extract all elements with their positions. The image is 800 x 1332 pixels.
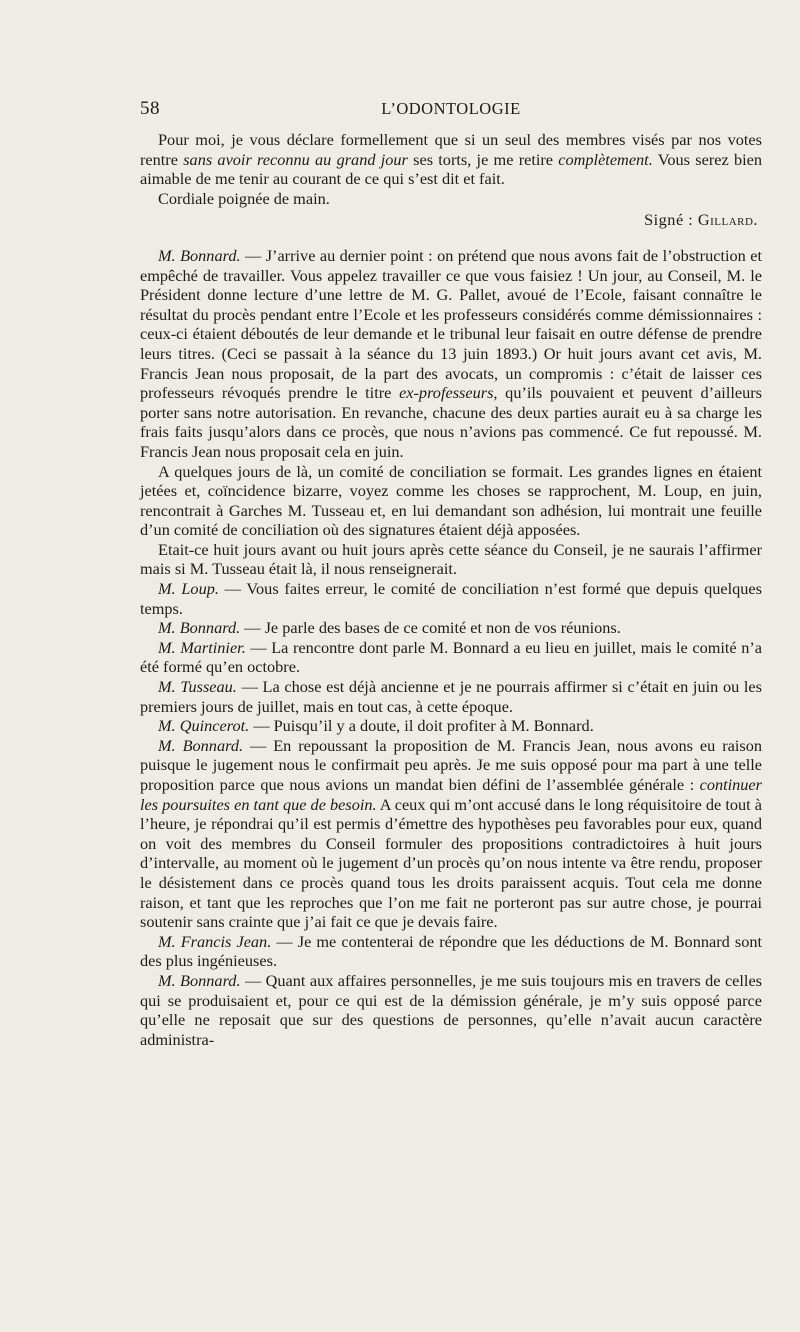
text-run: qu’ils pouvaient et peuvent d’ailleurs porter sans notre autorisation. En revanche, chacune des deux parties aurait eu à sa charge les frais faits jusqu’alors dans ce procès, que nous n’avions pas commencé. Ce fut repoussé. M. Francis Jean nous proposait cela en juin.: [140, 383, 762, 461]
text-run: Etait-ce huit jours avant ou huit jours après cette séance du Conseil, je ne saurais l’affirmer mais si M. Tusseau était là, il nous renseignerait.: [140, 539, 762, 579]
text-run: Cordiale poignée de main.: [158, 188, 330, 208]
paragraph: [140, 130, 762, 189]
italic-text: sans avoir reconnu au grand jour: [183, 149, 408, 169]
paragraph: [140, 540, 762, 579]
italic-text: continuer les poursuites en tant que de besoin.: [140, 775, 762, 814]
text-run: Vous serez bien aimable de me tenir au courant de ce qui s’est dit et fait.: [140, 149, 762, 189]
text-run: A ceux qui m’ont accusé dans le long réquisitoire de tout à l’heure, je répondrai qu’il est permis d’émettre des hypothèses peu favorables pour eux, quand on voit des membres du Conseil formuler des propositions contradictoires à huit jours d’intervalle, au moment où le jugement d’un procès qu’on nous intente va être rendu, proposer le désistement dans ce procès quand tous les droits paraissent acquis. Tout cela me donne raison, et tant que les reproches que l’on me fait ne porteront pas sur autre chose, je pourrai soutenir sans crainte que j’ai fait ce que je devais faire.: [140, 794, 762, 932]
page-body: [140, 130, 762, 1049]
paragraph: [140, 638, 762, 677]
italic-text: M. Loup.: [158, 579, 219, 599]
paragraph: [140, 579, 762, 618]
text-run: — Puisqu’il y a doute, il doit profiter à M. Bonnard.: [249, 716, 594, 736]
text-run: Signé :: [644, 210, 698, 230]
paragraph: [140, 246, 762, 462]
signature-line: [140, 210, 758, 230]
paragraph: [140, 618, 762, 638]
italic-text: ex-professeurs,: [399, 383, 498, 403]
text-run: A quelques jours de là, un comité de conciliation se formait. Les grandes lignes en étaient jetées et, coïncidence bizarre, voyez comme les choses se rapprochent, M. Loup, en juin, rencontrait à Garches M. Tusseau et, en lui demandant son adhésion, lui montrait une feuille d’un comité de conciliation où des signatures étaient déjà apposées.: [140, 461, 762, 540]
paragraph: [140, 189, 762, 209]
text-run: — Vous faites erreur, le comité de conciliation n’est formé que depuis quelques temps.: [140, 579, 762, 618]
text-run: — La rencontre dont parle M. Bonnard a eu lieu en juillet, mais le comité n’a été formé qu’en octobre.: [140, 637, 763, 677]
text-run: — Je me contenterai de répondre que les déductions de M. Bonnard sont des plus ingénieuses.: [140, 931, 763, 971]
paragraph: [140, 716, 762, 736]
paragraph: [140, 971, 762, 1049]
paragraph: [140, 462, 762, 540]
text-run: — J’arrive au dernier point : on prétend que nous avons fait de l’obstruction et empêché de travailler. Vous appelez travailler ce que vous faisiez ! Un jour, au Conseil, M. le Président donne lecture d’une lettre de M. G. Pallet, avoué de l’Ecole, faisant connaître le résultat du procès pendant entre l’Ecole et les professeurs considérés comme démissionnaires : ceux-ci étaient déboutés de leur demande et le tribunal leur faisait en outre défense de prendre leurs titres. (Ceci se passait à la séance du 13 juin 1893.) Or huit jours avant cet avis, M. Francis Jean nous proposait, de la part des avocats, un compromis : c’était de laisser ces professeurs révoqués prendre le titre: [140, 245, 762, 403]
paragraph: [140, 736, 762, 932]
italic-text: M. Bonnard.: [158, 245, 241, 265]
text-run: Pour moi, je vous déclare formellement que si un seul des membres visés par nos votes rentre: [140, 130, 762, 169]
italic-text: M. Tusseau.: [158, 677, 237, 697]
text-run: — En repoussant la proposition de M. Francis Jean, nous avons eu raison puisque le jugement nous le confirmait peu après. Je me suis opposé pour ma part à une telle proposition parce que nous avions un mandat bien défini de l’assemblée générale :: [140, 735, 762, 794]
italic-text: M. Bonnard.: [158, 735, 244, 755]
paragraph: [140, 677, 762, 716]
running-title: L’ODONTOLOGIE: [381, 99, 521, 118]
italic-text: M. Francis Jean.: [158, 931, 272, 951]
italic-text: complètement.: [558, 149, 653, 169]
italic-text: M. Quincerot.: [158, 716, 250, 736]
italic-text: M. Bonnard.: [158, 618, 241, 638]
italic-text: M. Martinier.: [158, 637, 246, 657]
paragraph: [140, 932, 762, 971]
text-run: — Je parle des bases de ce comité et non de vos réunions.: [240, 618, 621, 638]
italic-text: M. Bonnard.: [158, 970, 241, 990]
text-run: — Quant aux affaires personnelles, je me suis toujours mis en travers de celles qui se produisaient et, pour ce qui est de la démission générale, je m’y suis opposé parce qu’elle ne reposait que sur des questions de personnes, qu’elle n’avait aucun caractère administra-: [140, 970, 763, 1049]
page-number: 58: [140, 98, 160, 119]
text-run: ses torts, je me retire: [407, 149, 559, 169]
text-run: — La chose est déjà ancienne et je ne pourrais affirmer si c’était en juin ou les premiers jours de juillet, mais en tout cas, à cette époque.: [140, 677, 762, 716]
small-caps-text: Gillard.: [697, 210, 758, 230]
page-header: [140, 98, 762, 124]
